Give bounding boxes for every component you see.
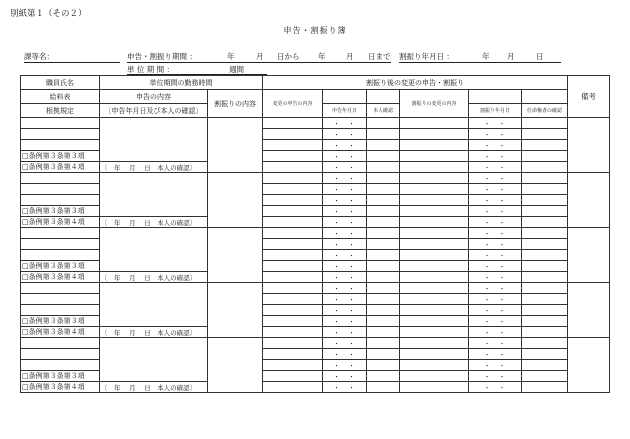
change-assign-cell[interactable] bbox=[400, 349, 469, 360]
change-assign-cell[interactable] bbox=[400, 217, 469, 228]
change-assign-cell[interactable] bbox=[400, 283, 469, 294]
header-blank-cell bbox=[323, 90, 367, 104]
report-date-cell[interactable]: ・ ・ bbox=[323, 360, 367, 371]
staff-cell[interactable] bbox=[21, 305, 100, 316]
self-confirm-cell[interactable] bbox=[367, 349, 400, 360]
report-date-cell[interactable]: ・ ・ bbox=[323, 371, 367, 382]
self-confirm-cell[interactable] bbox=[367, 228, 400, 239]
assign-date-cell[interactable]: ・ ・ bbox=[469, 217, 522, 228]
change-report-cell[interactable] bbox=[263, 217, 323, 228]
period-to-month: 月 bbox=[346, 52, 354, 61]
appointer-confirm-cell[interactable] bbox=[522, 261, 568, 272]
self-confirm-cell[interactable] bbox=[367, 272, 400, 283]
appointer-confirm-cell[interactable] bbox=[522, 316, 568, 327]
appointer-confirm-cell[interactable] bbox=[522, 349, 568, 360]
report-date-cell[interactable]: ・ ・ bbox=[323, 327, 367, 338]
report-date-cell[interactable]: ・ ・ bbox=[323, 118, 367, 129]
change-report-cell[interactable] bbox=[263, 140, 323, 151]
staff-cell[interactable] bbox=[21, 140, 100, 151]
self-confirm-cell[interactable] bbox=[367, 294, 400, 305]
notes-cell[interactable] bbox=[568, 283, 610, 338]
assign-date-cell[interactable]: ・ ・ bbox=[469, 250, 522, 261]
staff-cell[interactable] bbox=[21, 250, 100, 261]
change-assign-cell[interactable] bbox=[400, 294, 469, 305]
col-self-confirm-header: 本人確認 bbox=[367, 104, 400, 118]
change-report-cell[interactable] bbox=[263, 129, 323, 140]
change-report-cell[interactable] bbox=[263, 327, 323, 338]
staff-cell[interactable] bbox=[21, 129, 100, 140]
table-row bbox=[21, 283, 610, 294]
assign-date-cell[interactable]: ・ ・ bbox=[469, 261, 522, 272]
col-unit-hours-header: 単位期間の勤務時間 bbox=[100, 76, 263, 90]
report-date-cell[interactable]: ・ ・ bbox=[323, 250, 367, 261]
assign-date-cell[interactable]: ・ ・ bbox=[469, 184, 522, 195]
change-report-cell[interactable] bbox=[263, 206, 323, 217]
self-confirm-cell[interactable] bbox=[367, 151, 400, 162]
rule-checkbox-3[interactable]: □条例第３条第３項 bbox=[21, 151, 100, 162]
report-date-cell[interactable]: ・ ・ bbox=[323, 338, 367, 349]
assign-date-cell[interactable]: ・ ・ bbox=[469, 173, 522, 184]
change-report-cell[interactable] bbox=[263, 162, 323, 173]
col-after-header: 割振り後の変更の申告・割振り bbox=[263, 76, 568, 90]
assign-date-cell[interactable]: ・ ・ bbox=[469, 360, 522, 371]
table-row bbox=[21, 338, 610, 349]
col-name-header: 職員氏名 bbox=[21, 76, 100, 90]
notes-cell[interactable] bbox=[568, 228, 610, 283]
report-date-cell[interactable]: ・ ・ bbox=[323, 129, 367, 140]
report-date-cell[interactable]: ・ ・ bbox=[323, 162, 367, 173]
change-assign-cell[interactable] bbox=[400, 173, 469, 184]
self-confirm-cell[interactable] bbox=[367, 129, 400, 140]
assign-date-cell[interactable]: ・ ・ bbox=[469, 349, 522, 360]
rule-checkbox-3[interactable]: □条例第３条第３項 bbox=[21, 316, 100, 327]
self-confirm-cell[interactable] bbox=[367, 382, 400, 393]
header-blank-cell bbox=[367, 90, 400, 104]
change-report-cell[interactable] bbox=[263, 360, 323, 371]
notes-cell[interactable] bbox=[568, 338, 610, 393]
col-report-date-header: 申告年月日 bbox=[323, 104, 367, 118]
change-assign-cell[interactable] bbox=[400, 151, 469, 162]
rule-checkbox-3[interactable]: □条例第３条第３項 bbox=[21, 206, 100, 217]
assign-date-cell[interactable]: ・ ・ bbox=[469, 151, 522, 162]
self-confirm-cell[interactable] bbox=[367, 360, 400, 371]
change-report-cell[interactable] bbox=[263, 250, 323, 261]
assign-date-label: 割振り年月日 ： bbox=[399, 52, 454, 61]
change-assign-cell[interactable] bbox=[400, 360, 469, 371]
period-from-year: 年 bbox=[227, 52, 235, 61]
self-confirm-cell[interactable] bbox=[367, 261, 400, 272]
report-date-cell[interactable]: ・ ・ bbox=[323, 305, 367, 316]
self-confirm-cell[interactable] bbox=[367, 184, 400, 195]
table-row bbox=[21, 118, 610, 129]
period-to-year: 年 bbox=[318, 52, 326, 61]
report-confirm-cell[interactable]: 〔 年 月 日 本人の確認〕 bbox=[100, 327, 208, 338]
report-confirm-cell[interactable]: 〔 年 月 日 本人の確認〕 bbox=[100, 162, 208, 173]
staff-cell[interactable] bbox=[21, 195, 100, 206]
appointer-confirm-cell[interactable] bbox=[522, 272, 568, 283]
period-from-month: 月 bbox=[256, 52, 264, 61]
change-report-cell[interactable] bbox=[263, 382, 323, 393]
self-confirm-cell[interactable] bbox=[367, 305, 400, 316]
assign-content-cell[interactable] bbox=[208, 338, 263, 393]
report-date-cell[interactable]: ・ ・ bbox=[323, 382, 367, 393]
appointer-confirm-cell[interactable] bbox=[522, 250, 568, 261]
change-assign-cell[interactable] bbox=[400, 272, 469, 283]
change-report-cell[interactable] bbox=[263, 338, 323, 349]
change-report-cell[interactable] bbox=[263, 239, 323, 250]
change-assign-cell[interactable] bbox=[400, 129, 469, 140]
col-report-header: 申告の内容 bbox=[100, 90, 208, 104]
appointer-confirm-cell[interactable] bbox=[522, 151, 568, 162]
report-content-cell[interactable] bbox=[100, 228, 208, 272]
appointer-confirm-cell[interactable] bbox=[522, 371, 568, 382]
appointer-confirm-cell[interactable] bbox=[522, 283, 568, 294]
staff-cell[interactable] bbox=[21, 294, 100, 305]
assign-date-cell[interactable]: ・ ・ bbox=[469, 272, 522, 283]
form-id: 別紙第１（その２） bbox=[10, 9, 87, 19]
staff-cell[interactable] bbox=[21, 173, 100, 184]
self-confirm-cell[interactable] bbox=[367, 338, 400, 349]
staff-cell[interactable] bbox=[21, 239, 100, 250]
change-report-cell[interactable] bbox=[263, 195, 323, 206]
appointer-confirm-cell[interactable] bbox=[522, 294, 568, 305]
header-row-2 bbox=[21, 90, 610, 104]
self-confirm-cell[interactable] bbox=[367, 140, 400, 151]
change-report-cell[interactable] bbox=[263, 228, 323, 239]
assign-date-cell[interactable]: ・ ・ bbox=[469, 316, 522, 327]
report-content-cell[interactable] bbox=[100, 283, 208, 327]
report-content-cell[interactable] bbox=[100, 173, 208, 217]
col-report-sub-header: 〔申告年月日及び本人の確認〕 bbox=[100, 104, 208, 118]
assign-content-cell[interactable] bbox=[208, 118, 263, 173]
appointer-confirm-cell[interactable] bbox=[522, 129, 568, 140]
table-row bbox=[21, 327, 610, 338]
change-report-cell[interactable] bbox=[263, 305, 323, 316]
change-report-cell[interactable] bbox=[263, 349, 323, 360]
report-content-cell[interactable] bbox=[100, 338, 208, 382]
assign-date-year: 年 bbox=[482, 52, 490, 61]
self-confirm-cell[interactable] bbox=[367, 327, 400, 338]
assign-content-cell[interactable] bbox=[208, 228, 263, 283]
change-report-cell[interactable] bbox=[263, 294, 323, 305]
assign-date-cell[interactable]: ・ ・ bbox=[469, 305, 522, 316]
change-assign-cell[interactable] bbox=[400, 250, 469, 261]
report-date-cell[interactable]: ・ ・ bbox=[323, 173, 367, 184]
change-assign-cell[interactable] bbox=[400, 261, 469, 272]
report-date-cell[interactable]: ・ ・ bbox=[323, 151, 367, 162]
change-assign-cell[interactable] bbox=[400, 305, 469, 316]
appointer-confirm-cell[interactable] bbox=[522, 206, 568, 217]
assign-content-cell[interactable] bbox=[208, 173, 263, 228]
col-appointer-header: 任命権者の確認 bbox=[522, 104, 568, 118]
header-blank-cell bbox=[522, 90, 568, 104]
change-report-cell[interactable] bbox=[263, 173, 323, 184]
assign-date-cell[interactable]: ・ ・ bbox=[469, 129, 522, 140]
assign-date-cell[interactable]: ・ ・ bbox=[469, 371, 522, 382]
change-assign-cell[interactable] bbox=[400, 382, 469, 393]
appointer-confirm-cell[interactable] bbox=[522, 327, 568, 338]
assign-date-month: 月 bbox=[507, 52, 515, 61]
table-row bbox=[21, 272, 610, 283]
table-row bbox=[21, 173, 610, 184]
change-assign-cell[interactable] bbox=[400, 327, 469, 338]
notes-cell[interactable] bbox=[568, 173, 610, 228]
change-report-cell[interactable] bbox=[263, 316, 323, 327]
assign-date-cell[interactable]: ・ ・ bbox=[469, 206, 522, 217]
self-confirm-cell[interactable] bbox=[367, 206, 400, 217]
appointer-confirm-cell[interactable] bbox=[522, 184, 568, 195]
unit-period-weeks: 週間 bbox=[229, 65, 244, 74]
report-date-cell[interactable]: ・ ・ bbox=[323, 206, 367, 217]
assign-date-cell[interactable]: ・ ・ bbox=[469, 382, 522, 393]
staff-cell[interactable] bbox=[21, 228, 100, 239]
report-date-cell[interactable]: ・ ・ bbox=[323, 140, 367, 151]
staff-cell[interactable] bbox=[21, 338, 100, 349]
rule-checkbox-4[interactable]: □条例第３条第４項 bbox=[21, 327, 100, 338]
change-assign-cell[interactable] bbox=[400, 338, 469, 349]
report-content-cell[interactable] bbox=[100, 118, 208, 162]
report-date-cell[interactable]: ・ ・ bbox=[323, 272, 367, 283]
rule-checkbox-4[interactable]: □条例第３条第４項 bbox=[21, 382, 100, 393]
appointer-confirm-cell[interactable] bbox=[522, 382, 568, 393]
self-confirm-cell[interactable] bbox=[367, 316, 400, 327]
self-confirm-cell[interactable] bbox=[367, 118, 400, 129]
report-date-cell[interactable]: ・ ・ bbox=[323, 283, 367, 294]
appointer-confirm-cell[interactable] bbox=[522, 217, 568, 228]
report-date-cell[interactable]: ・ ・ bbox=[323, 228, 367, 239]
table-row bbox=[21, 228, 610, 239]
col-assign-header: 割振りの内容 bbox=[208, 90, 263, 118]
self-confirm-cell[interactable] bbox=[367, 239, 400, 250]
self-confirm-cell[interactable] bbox=[367, 250, 400, 261]
report-confirm-cell[interactable]: 〔 年 月 日 本人の確認〕 bbox=[100, 217, 208, 228]
report-date-cell[interactable]: ・ ・ bbox=[323, 316, 367, 327]
appointer-confirm-cell[interactable] bbox=[522, 162, 568, 173]
dept-label: 課等名： bbox=[24, 52, 54, 61]
change-report-cell[interactable] bbox=[263, 371, 323, 382]
appointer-confirm-cell[interactable] bbox=[522, 195, 568, 206]
change-report-cell[interactable] bbox=[263, 151, 323, 162]
appointer-confirm-cell[interactable] bbox=[522, 118, 568, 129]
col-assign-date-header: 割振り年月日 bbox=[469, 104, 522, 118]
assign-content-cell[interactable] bbox=[208, 283, 263, 338]
assign-date-cell[interactable]: ・ ・ bbox=[469, 162, 522, 173]
staff-cell[interactable] bbox=[21, 360, 100, 371]
assign-date-cell[interactable]: ・ ・ bbox=[469, 195, 522, 206]
change-assign-cell[interactable] bbox=[400, 316, 469, 327]
change-report-cell[interactable] bbox=[263, 184, 323, 195]
change-assign-cell[interactable] bbox=[400, 206, 469, 217]
report-confirm-cell[interactable]: 〔 年 月 日 本人の確認〕 bbox=[100, 272, 208, 283]
change-report-cell[interactable] bbox=[263, 272, 323, 283]
table-row bbox=[21, 382, 610, 393]
period-label: 申告・割振り期間 ： bbox=[127, 52, 197, 61]
header-blank-cell bbox=[469, 90, 522, 104]
col-salary-header: 給料表 bbox=[21, 90, 100, 104]
report-date-cell[interactable]: ・ ・ bbox=[323, 184, 367, 195]
appointer-confirm-cell[interactable] bbox=[522, 360, 568, 371]
change-assign-cell[interactable] bbox=[400, 371, 469, 382]
appointer-confirm-cell[interactable] bbox=[522, 338, 568, 349]
assign-date-cell[interactable]: ・ ・ bbox=[469, 283, 522, 294]
rule-checkbox-4[interactable]: □条例第３条第４項 bbox=[21, 162, 100, 173]
change-assign-cell[interactable] bbox=[400, 118, 469, 129]
change-assign-cell[interactable] bbox=[400, 184, 469, 195]
self-confirm-cell[interactable] bbox=[367, 173, 400, 184]
assign-date-cell[interactable]: ・ ・ bbox=[469, 327, 522, 338]
staff-cell[interactable] bbox=[21, 283, 100, 294]
table-body bbox=[21, 76, 610, 393]
rule-checkbox-3[interactable]: □条例第３条第３項 bbox=[21, 261, 100, 272]
rule-checkbox-4[interactable]: □条例第３条第４項 bbox=[21, 217, 100, 228]
page-title: 申告・割振り簿 bbox=[283, 26, 347, 35]
appointer-confirm-cell[interactable] bbox=[522, 228, 568, 239]
dept-underline bbox=[24, 62, 120, 63]
assign-date-underline bbox=[399, 62, 561, 63]
rule-checkbox-4[interactable]: □条例第３条第４項 bbox=[21, 272, 100, 283]
self-confirm-cell[interactable] bbox=[367, 217, 400, 228]
change-report-cell[interactable] bbox=[263, 118, 323, 129]
staff-cell[interactable] bbox=[21, 349, 100, 360]
col-rule-header: 根拠規定 bbox=[21, 104, 100, 118]
appointer-confirm-cell[interactable] bbox=[522, 239, 568, 250]
self-confirm-cell[interactable] bbox=[367, 162, 400, 173]
rule-checkbox-3[interactable]: □条例第３条第３項 bbox=[21, 371, 100, 382]
report-date-cell[interactable]: ・ ・ bbox=[323, 217, 367, 228]
appointer-confirm-cell[interactable] bbox=[522, 140, 568, 151]
col-change-assign-header: 割振りの変更の内容 bbox=[400, 90, 469, 118]
col-change-report-header: 変更の申告の内容 bbox=[263, 90, 323, 118]
assign-date-cell[interactable]: ・ ・ bbox=[469, 239, 522, 250]
appointer-confirm-cell[interactable] bbox=[522, 173, 568, 184]
unit-period-label: 単 位 期 間 ： bbox=[127, 65, 175, 74]
table-row bbox=[21, 217, 610, 228]
change-report-cell[interactable] bbox=[263, 283, 323, 294]
report-date-cell[interactable]: ・ ・ bbox=[323, 239, 367, 250]
assign-date-cell[interactable]: ・ ・ bbox=[469, 118, 522, 129]
period-to-day: 日まで bbox=[368, 52, 391, 61]
period-underline bbox=[127, 62, 391, 63]
report-date-cell[interactable]: ・ ・ bbox=[323, 261, 367, 272]
change-assign-cell[interactable] bbox=[400, 140, 469, 151]
change-report-cell[interactable] bbox=[263, 261, 323, 272]
change-assign-cell[interactable] bbox=[400, 195, 469, 206]
notes-cell[interactable] bbox=[568, 118, 610, 173]
assign-date-cell[interactable]: ・ ・ bbox=[469, 140, 522, 151]
self-confirm-cell[interactable] bbox=[367, 195, 400, 206]
assign-date-cell[interactable]: ・ ・ bbox=[469, 338, 522, 349]
change-assign-cell[interactable] bbox=[400, 162, 469, 173]
assignment-table bbox=[20, 75, 610, 393]
appointer-confirm-cell[interactable] bbox=[522, 305, 568, 316]
assign-date-cell[interactable]: ・ ・ bbox=[469, 294, 522, 305]
change-assign-cell[interactable] bbox=[400, 239, 469, 250]
assign-date-cell[interactable]: ・ ・ bbox=[469, 228, 522, 239]
period-from-day: 日から bbox=[277, 52, 300, 61]
table-row bbox=[21, 162, 610, 173]
change-assign-cell[interactable] bbox=[400, 228, 469, 239]
report-confirm-cell[interactable]: 〔 年 月 日 本人の確認〕 bbox=[100, 382, 208, 393]
assign-date-day: 日 bbox=[536, 52, 544, 61]
header-row-1 bbox=[21, 76, 610, 90]
col-notes-header: 備考 bbox=[568, 76, 610, 118]
self-confirm-cell[interactable] bbox=[367, 283, 400, 294]
report-date-cell[interactable]: ・ ・ bbox=[323, 349, 367, 360]
report-date-cell[interactable]: ・ ・ bbox=[323, 195, 367, 206]
report-date-cell[interactable]: ・ ・ bbox=[323, 294, 367, 305]
self-confirm-cell[interactable] bbox=[367, 371, 400, 382]
staff-cell[interactable] bbox=[21, 184, 100, 195]
staff-cell[interactable] bbox=[21, 118, 100, 129]
